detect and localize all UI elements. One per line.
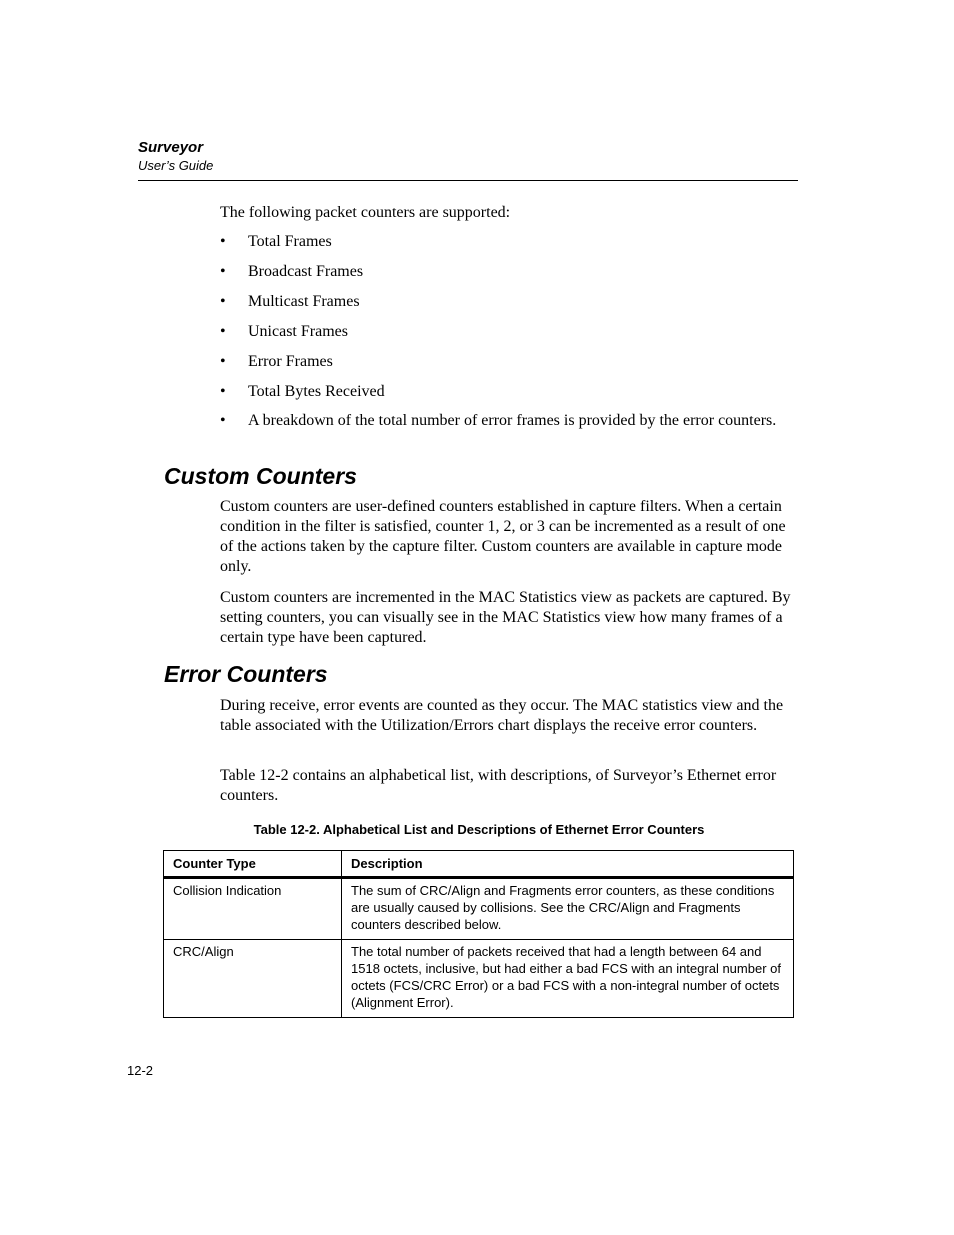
bullet-icon: •	[220, 293, 226, 310]
list-item: • Total Frames	[220, 233, 332, 250]
header-rule	[138, 180, 798, 181]
bullet-icon: •	[220, 383, 226, 400]
running-header-subtitle: User’s Guide	[138, 158, 214, 173]
column-header-counter-type: Counter Type	[164, 851, 342, 878]
column-header-description: Description	[342, 851, 794, 878]
table-caption: Table 12-2. Alphabetical List and Descriptions of Ethernet Error Counters	[253, 822, 705, 837]
list-item: • Multicast Frames	[220, 293, 360, 310]
custom-counters-paragraph-1: Custom counters are user-defined counters established in capture filters. When a certain condition in the filter is satisfied, counter 1, 2, or 3 can be incremented as a result of one of the actions taken by the capture filter. Custom counters are available in capture mode only.	[220, 498, 786, 575]
list-item: • Unicast Frames	[220, 323, 348, 340]
error-counters-paragraph-1: During receive, error events are counted as they occur. The MAC statistics view and the table associated with the Utilization/Errors chart displays the receive error counters.	[220, 697, 784, 734]
custom-counters-heading: Custom Counters	[164, 463, 357, 489]
error-counters-paragraph-2: Table 12-2 contains an alphabetical list, with descriptions, of Surveyor’s Ethernet error counters.	[220, 767, 777, 804]
counter-list	[220, 232, 795, 431]
list-item: • A breakdown of the total number of error frames is provided by the error counters.	[220, 412, 777, 429]
error-counters-table	[163, 850, 794, 1018]
description-cell: The total number of packets received that had a length between 64 and 1518 octets, inclusive, but had either a bad FCS with an integral number of octets (FCS/CRC Error) or a bad FCS with a non-integral number of octets (Alignment Error).	[342, 940, 794, 1018]
counter-type-cell: Collision Indication	[164, 878, 342, 940]
running-header-title: Surveyor	[138, 139, 204, 156]
page-number: 12-2	[127, 1063, 154, 1078]
counter-type-cell: CRC/Align	[164, 940, 342, 1018]
bullet-icon: •	[220, 353, 226, 370]
bullet-icon: •	[220, 263, 226, 280]
custom-counters-paragraph-2: Custom counters are incremented in the MAC Statistics view as packets are captured. By setting counters, you can visually see in the MAC Statistics view how many frames of a certain type have been captured.	[220, 589, 791, 646]
error-counters-heading: Error Counters	[164, 661, 328, 687]
bullet-icon: •	[220, 323, 226, 340]
description-cell: The sum of CRC/Align and Fragments error counters, as these conditions are usually caused by collisions. See the CRC/Align and Fragments counters described below.	[342, 878, 794, 940]
list-item: • Broadcast Frames	[220, 263, 364, 280]
bullet-icon: •	[220, 412, 226, 429]
intro-text: The following packet counters are supported:	[220, 204, 511, 221]
table-row	[164, 940, 794, 1018]
list-item: • Error Frames	[220, 353, 333, 370]
table-row	[164, 878, 794, 940]
list-item: • Total Bytes Received	[220, 383, 385, 400]
table-header-row	[164, 851, 794, 878]
bullet-icon: •	[220, 233, 226, 250]
